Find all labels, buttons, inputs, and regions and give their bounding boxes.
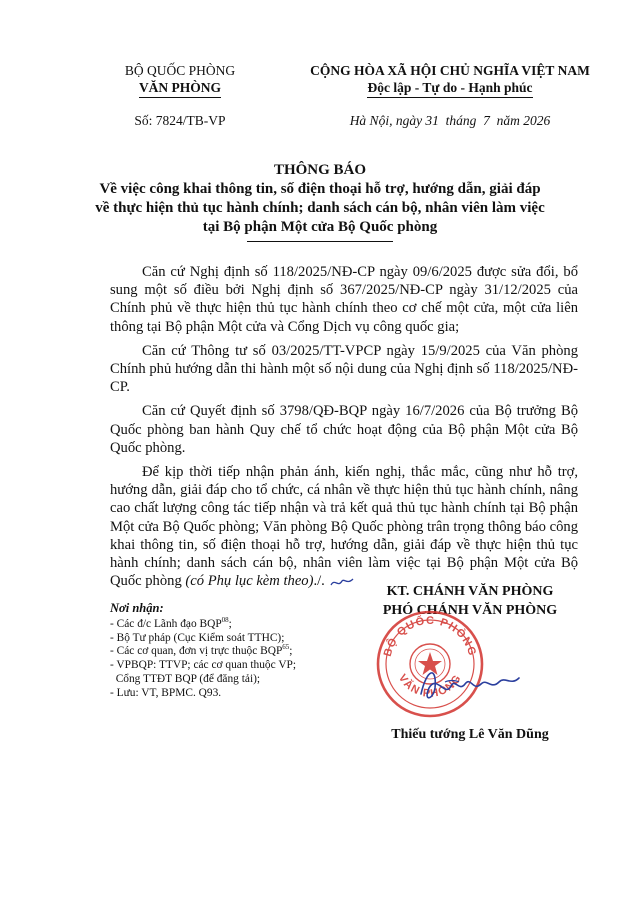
paragraph-legal-basis-3: Căn cứ Quyết định số 3798/QĐ-BQP ngày 16/7/2026 của Bộ trưởng Bộ Quốc phòng ban hành Quy chế tổ chức hoạt động của Bộ phận Một cửa Bộ Quốc phòng. [110, 403, 578, 456]
handwritten-signature-icon [415, 658, 535, 708]
office-name: VĂN PHÒNG [139, 79, 221, 98]
notice-subject-line-1: Về việc công khai thông tin, số điện thoại hỗ trợ, hướng dẫn, giải đáp [99, 181, 541, 197]
national-motto: Độc lập - Tự do - Hạnh phúc [367, 79, 532, 98]
recipient-item [110, 632, 350, 646]
svg-text:VĂN PHÒNG: VĂN PHÒNG [395, 672, 465, 700]
ministry-name: BỘ QUỐC PHÒNG [124, 63, 236, 78]
recipient-item [110, 618, 350, 632]
recipients-block [110, 602, 350, 701]
recipients-label: Nơi nhận: [110, 601, 164, 615]
recipient-text: - Các đ/c Lãnh đạo BQP [110, 617, 222, 630]
recipients-list [110, 618, 350, 701]
notice-subject-line-2: về thực hiện thủ tục hành chính; danh sách cán bộ, nhân viên làm việc [95, 200, 545, 216]
notice-subject-line-3: tại Bộ phận Một cửa Bộ Quốc phòng [202, 219, 438, 235]
recipient-text: - VPBQP: TTVP; các cơ quan thuộc VP; [110, 659, 297, 672]
recipient-text: - Các cơ quan, đơn vị trực thuộc BQP [110, 645, 283, 658]
announcement-text: Để kịp thời tiếp nhận phản ánh, kiến nghị, thắc mắc, cũng như hỗ trợ, hướng dẫn, giải đáp cho tổ chức, cá nhân về thực hiện thủ tục hành chính, nâng cao chất lượng công tác tiếp nhận và trả kết quả thủ tục hành chính tại Bộ phận Một cửa Bộ Quốc phòng; Văn phòng Bộ Quốc phòng trân trọng thông báo công khai thông tin, số điện thoại hỗ trợ, hướng dẫn, giải đáp về thực hiện thủ tục hành chính; danh sách cán bộ, nhân viên làm việc tại Bộ phận Một cửa Bộ Quốc phòng [110, 464, 578, 590]
paragraph-legal-basis-1: Căn cứ Nghị định số 118/2025/NĐ-CP ngày 09/6/2025 được sửa đổi, bổ sung một số điều bởi Nghị định số 367/2025/NĐ-CP ngày 31/12/2025 của Chính phủ về thực hiện thủ tục hành chính theo cơ chế một cửa, một cửa liên thông tại Bộ phận Một cửa và Cổng Dịch vụ công quốc gia; [110, 264, 578, 335]
notice-body [110, 263, 578, 596]
notice-heading: THÔNG BÁO [273, 162, 367, 178]
national-title-block [280, 62, 620, 98]
recipient-count: 08 [221, 616, 229, 624]
recipient-text: - Bộ Tư pháp (Cục Kiểm soát TTHC); [110, 631, 285, 644]
recipient-tail: ; [289, 645, 293, 658]
recipient-count: 65 [282, 643, 290, 652]
recipient-item [110, 673, 350, 687]
svg-text:BỘ QUỐC PHÒNG: BỘ QUỐC PHÒNG [381, 614, 479, 658]
recipient-item [110, 659, 350, 673]
signature-line-2: PHÓ CHÁNH VĂN PHÒNG [382, 603, 558, 618]
signature-line-1: KT. CHÁNH VĂN PHÒNG [386, 584, 554, 599]
republic-name: CỘNG HÒA XÃ HỘI CHỦ NGHĨA VIỆT NAM [310, 63, 590, 78]
title-divider [247, 241, 393, 242]
closing-mark: ./. [313, 573, 325, 590]
recipient-text: - Lưu: VT, BPMC. Q93. [110, 686, 222, 699]
place-date: Hà Nội, ngày 31 tháng 7 năm 2026 [349, 113, 551, 128]
issuer-block [95, 62, 265, 98]
recipient-item [110, 687, 350, 701]
notice-title-block [80, 161, 560, 237]
appendix-note: (có Phụ lục kèm theo) [185, 573, 314, 590]
signer-name: Thiếu tướng Lê Văn Dũng [391, 727, 549, 742]
recipient-item [110, 645, 350, 659]
doc-number: Số: 7824/TB-VP [134, 113, 226, 128]
paragraph-announcement [110, 463, 578, 590]
paragraph-legal-basis-2: Căn cứ Thông tư số 03/2025/TT-VPCP ngày 15/9/2025 của Văn phòng Chính phủ hướng dẫn thi hành một số nội dung của Nghị định số 118/2025/NĐ-CP. [110, 342, 578, 396]
recipient-tail: ; [228, 617, 232, 630]
recipient-text: Cổng TTĐT BQP (để đăng tải); [110, 672, 261, 685]
